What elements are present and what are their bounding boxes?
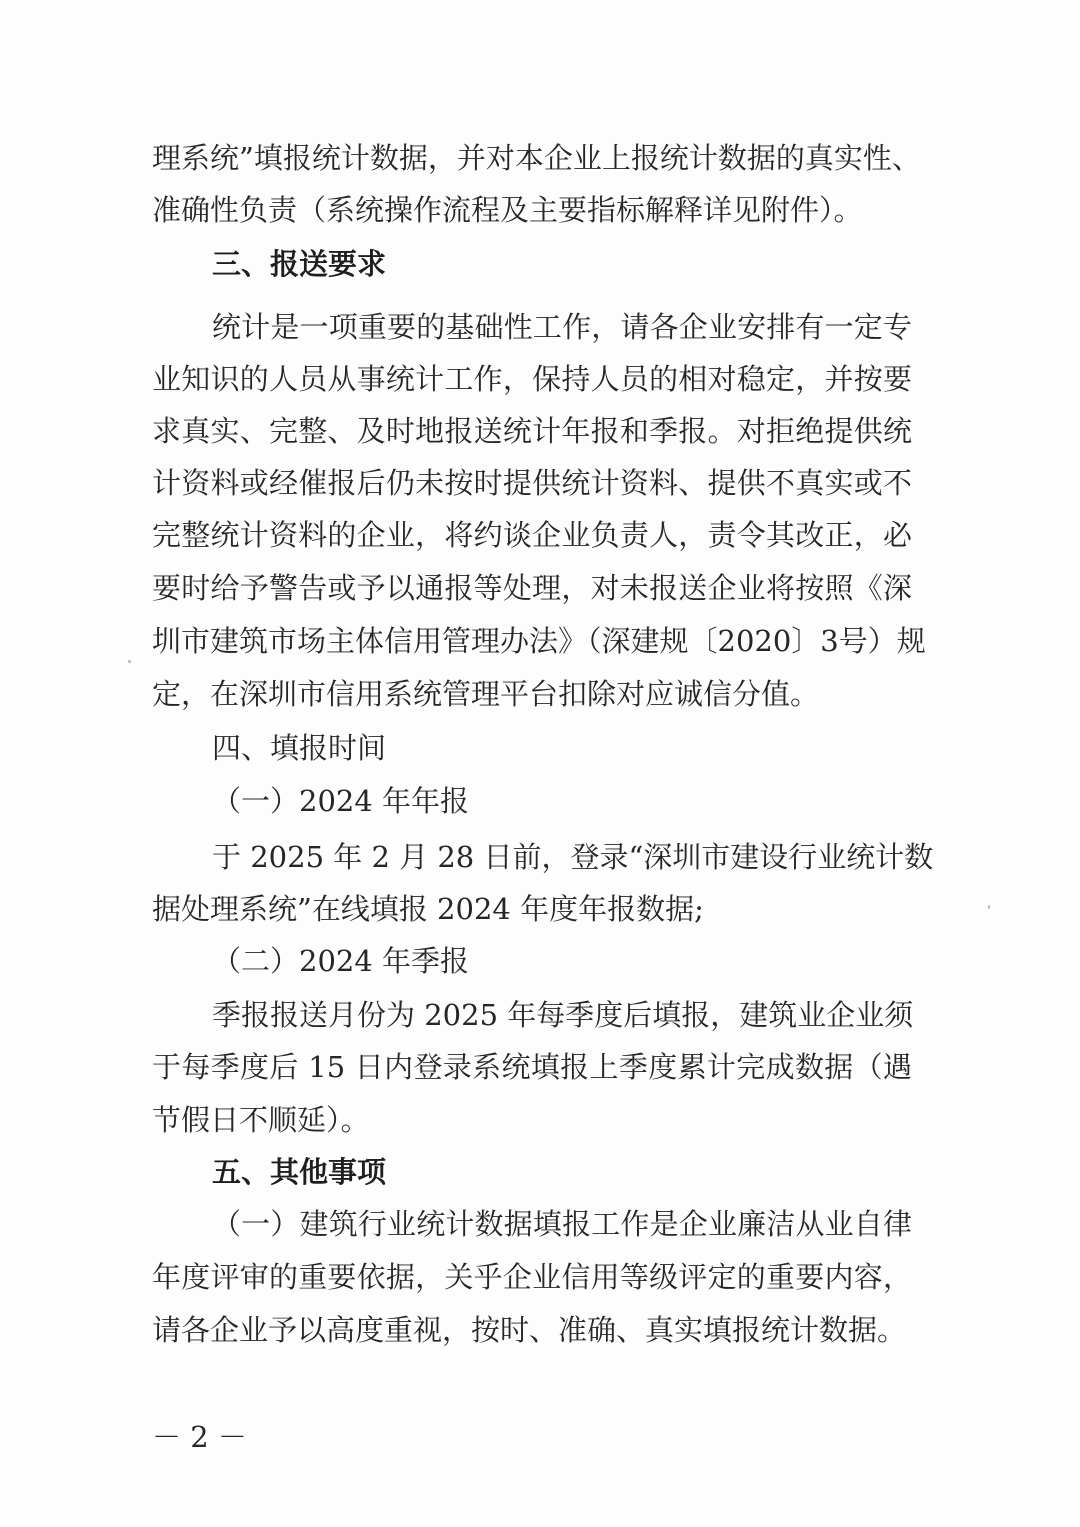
body-line: 理系统”填报统计数据，并对本企业上报统计数据的真实性、 xyxy=(152,141,921,175)
body-line: 统计是一项重要的基础性工作，请各企业安排有一定专 xyxy=(212,310,912,344)
scan-speck xyxy=(128,660,131,663)
body-line: 计资料或经催报后仍未按时提供统计资料、提供不真实或不 xyxy=(152,466,912,500)
page-number: － 2 － xyxy=(152,1420,247,1454)
body-line: 圳市建筑市场主体信用管理办法》（深建规〔2020〕3号）规 xyxy=(152,624,926,658)
body-line: 年度评审的重要依据，关乎企业信用等级评定的重要内容， xyxy=(152,1260,912,1294)
body-line: 业知识的人员从事统计工作，保持人员的相对稳定，并按要 xyxy=(152,362,912,396)
section-heading-4: 四、填报时间 xyxy=(212,731,387,765)
scan-speck xyxy=(988,905,990,909)
body-line: 于每季度后 15 日内登录系统填报上季度累计完成数据（遇 xyxy=(152,1050,912,1084)
body-line: 请各企业予以高度重视，按时、准确、真实填报统计数据。 xyxy=(152,1313,907,1347)
body-line: 季报报送月份为 2025 年每季度后填报，建筑业企业须 xyxy=(212,998,914,1032)
body-line: 求真实、完整、及时地报送统计年报和季报。对拒绝提供统 xyxy=(152,414,912,448)
subsection-heading-4-1: （一）2024 年年报 xyxy=(212,784,470,818)
body-line: 于 2025 年 2 月 28 日前，登录“深圳市建设行业统计数 xyxy=(212,840,934,874)
body-line: 完整统计资料的企业，将约谈企业负责人，责令其改正，必 xyxy=(152,518,912,552)
section-heading-3: 三、报送要求 xyxy=(212,247,387,281)
body-line: 据处理系统”在线填报 2024 年度年报数据; xyxy=(152,892,704,926)
section-heading-5: 五、其他事项 xyxy=(212,1155,387,1189)
body-line: 要时给予警告或予以通报等处理，对未报送企业将按照《深 xyxy=(152,571,912,605)
body-line: （一）建筑行业统计数据填报工作是企业廉洁从业自律 xyxy=(212,1207,912,1241)
body-line: 准确性负责（系统操作流程及主要指标解释详见附件）。 xyxy=(152,193,863,227)
body-line: 定，在深圳市信用系统管理平台扣除对应诚信分值。 xyxy=(152,677,820,711)
subsection-heading-4-2: （二）2024 年季报 xyxy=(212,944,470,978)
body-line: 节假日不顺延）。 xyxy=(152,1103,370,1137)
